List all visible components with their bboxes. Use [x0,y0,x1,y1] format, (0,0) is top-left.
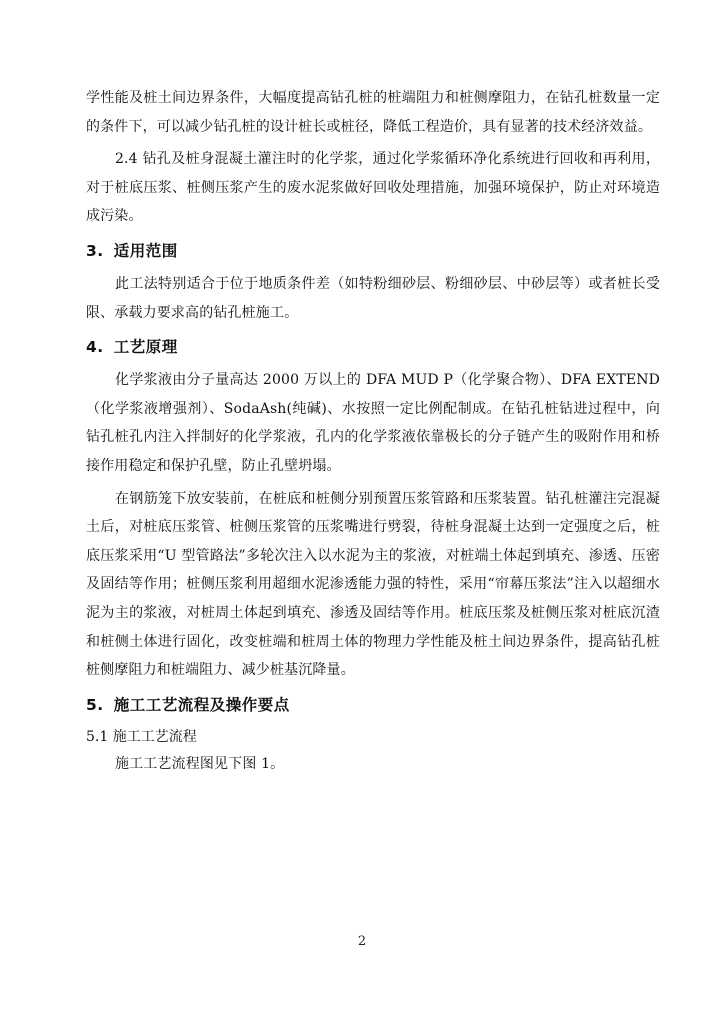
body-paragraph: 在钢筋笼下放安装前，在桩底和桩侧分别预置压浆管路和压浆装置。钻孔桩灌注完混凝土后，对桩底压浆管、桩侧压浆管的压浆嘴进行劈裂，待桩身混凝土达到一定强度之后，桩底压浆采用“U 型管路法”多轮次注入以水泥为主的浆液，对桩端土体起到填充、渗透、压密及固结等作用；桩侧压浆利用超细水泥渗透能力强的特性，采用“帘幕压浆法”注入以超细水泥为主的浆液，对桩周土体起到填充、渗透及固结等作用。桩底压浆及桩侧压浆对桩底沉渣和桩侧土体进行固化，改变桩端和桩周土体的物理力学性能及桩土间边界条件，提高钻孔桩桩侧摩阻力和桩端阻力、减少桩基沉降量。 [86,490,660,679]
section-number: 4. [86,338,104,357]
page-content [86,84,660,778]
section-heading-4 [86,336,660,358]
page-number: 2 [357,934,367,949]
section-number: 5. [86,695,104,714]
section-heading-5 [86,694,660,716]
section-title: 施工工艺流程及操作要点 [113,695,290,714]
section-heading-3 [86,240,660,262]
section-title: 工艺原理 [113,338,178,357]
body-paragraph: 化学浆液由分子量高达 2000 万以上的 DFA MUD P（化学聚合物）、DFA EXTEND（化学浆液增强剂）、SodaAsh(纯碱)、水按照一定比例配制成。在钻孔桩钻进过程中，向钻孔桩孔内注入拌制好的化学浆液，孔内的化学浆液依靠极长的分子链产生的吸附作用和桥接作用稳定和保护孔壁，防止孔壁坍塌。 [86,372,660,474]
body-paragraph: 2.4 钻孔及桩身混凝土灌注时的化学浆，通过化学浆循环净化系统进行回收和再利用，对于桩底压浆、桩侧压浆产生的废水泥浆做好回收处理措施，加强环境保护，防止对环境造成污染。 [86,151,660,225]
section-title: 适用范围 [113,241,178,260]
body-paragraph: 施工工艺流程图见下图 1。 [115,755,285,772]
body-paragraph: 学性能及桩土间边界条件，大幅度提高钻孔桩的桩端阻力和桩侧摩阻力，在钻孔桩数量一定的条件下，可以减少钻孔桩的设计桩长或桩径，降低工程造价，具有显著的技术经济效益。 [86,90,660,135]
section-number: 3. [86,241,104,260]
body-paragraph: 此工法特别适合于位于地质条件差（如特粉细砂层、粉细砂层、中砂层等）或者桩长受限、承载力要求高的钻孔桩施工。 [86,275,660,321]
subsection-heading: 5.1 施工工艺流程 [86,728,197,745]
